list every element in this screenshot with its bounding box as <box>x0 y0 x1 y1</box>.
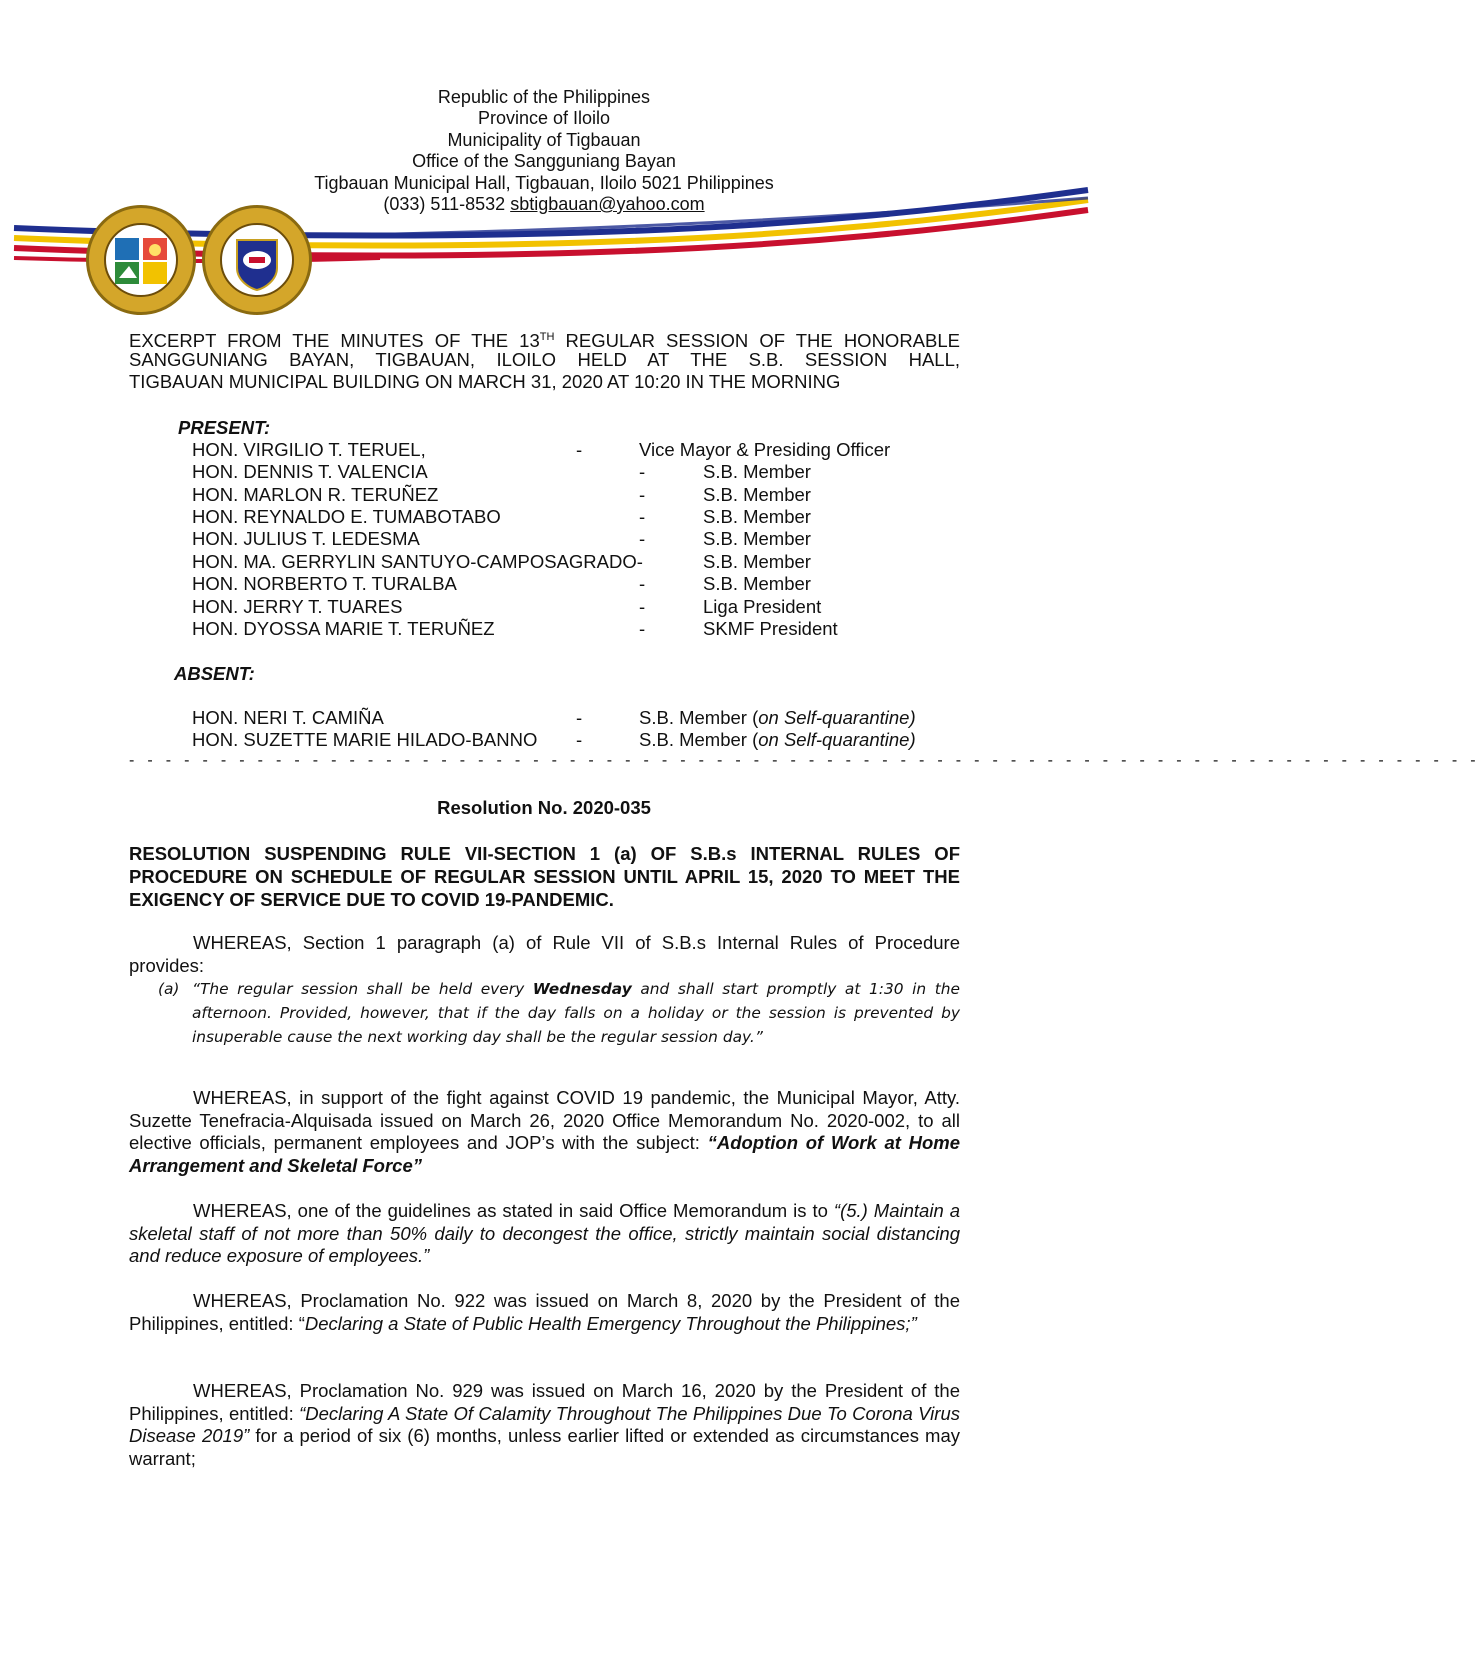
absent-member-position <box>639 729 916 752</box>
present-member-dash: - <box>639 596 646 617</box>
ribbon-red-2 <box>14 258 380 261</box>
whereas-paragraph-4-title: Declaring a State of Public Health Emergency Throughout the Philippines;” <box>304 1312 917 1334</box>
municipality-seal-logo <box>86 205 196 315</box>
present-member-position: S.B. Member <box>703 528 811 549</box>
sangguniang-bayan-seal-logo <box>202 205 312 315</box>
dashed-separator: - - - - - - - - - - - - - - - - - - - - - - - - - - - - - - - - - - - - - - - - - - - - - - - - - - - - - - - - - - - - - - - - - - - - - - - - - - <box>129 752 1480 769</box>
whereas-paragraph-2-text: WHEREAS, in support of the fight against COVID 19 pandemic, the Municipal Mayor, Atty. Suzette Tenefracia-Alquisada issued on March 26, 2020 Office Memorandum No. 2020-002, to all elective officials, permanent employees and JOP’s with the subject: <box>129 1087 960 1153</box>
letterhead-line-municipality: Municipality of Tigbauan <box>447 130 641 150</box>
whereas-paragraph-3 <box>129 1200 960 1268</box>
present-member-position: S.B. Member <box>703 551 811 572</box>
present-member-dash: - <box>639 618 646 639</box>
present-member-position: S.B. Member <box>703 484 811 505</box>
whereas-paragraph-5 <box>129 1380 960 1470</box>
quoted-rule-text-rest: and shall start promptly at 1:30 in the afternoon. Provided, however, that if the day falls on a holiday or the session is prevented by insuperable cause the next working day shall be the regular session day.” <box>192 980 960 1046</box>
absent-member-note: on Self-quarantine) <box>758 729 916 750</box>
excerpt-line-1-text: EXCERPT FROM THE MINUTES OF THE 13 <box>129 330 540 352</box>
whereas-paragraph-3-text: WHEREAS, one of the guidelines as stated in said Office Memorandum is to <box>193 1200 834 1221</box>
whereas-paragraph-2-subject: “Adoption of Work at Home Arrangement and Skeletal Force” <box>129 1132 960 1176</box>
whereas-paragraph-1 <box>129 932 960 977</box>
present-member-position: S.B. Member <box>703 573 811 594</box>
excerpt-line-2: SANGGUNIANG BAYAN, TIGBAUAN, ILOILO HELD AT THE S.B. SESSION HALL, <box>129 349 960 370</box>
present-member-name: HON. REYNALDO E. TUMABOTABO <box>192 506 501 527</box>
present-member-position: S.B. Member <box>703 461 811 482</box>
present-member-name: HON. NORBERTO T. TURALBA <box>192 573 457 594</box>
letterhead-line-country: Republic of the Philippines <box>437 87 651 107</box>
present-member-dash: - <box>639 506 646 527</box>
letterhead-contact <box>0 193 1088 215</box>
whereas-paragraph-3-guideline: “(5.) Maintain a skeletal staff of not more than 50% daily to decongest the office, strictly maintain social distancing and reduce exposure of employees.” <box>129 1200 961 1266</box>
present-member-dash: - <box>639 461 646 482</box>
present-member-position: SKMF President <box>703 618 838 639</box>
municipality-seal-art <box>89 208 193 312</box>
absent-member-name: HON. SUZETTE MARIE HILADO-BANNO <box>192 729 538 750</box>
absent-member-dash: - <box>576 707 583 728</box>
whereas-paragraph-2 <box>129 1087 960 1177</box>
resolution-title: RESOLUTION SUSPENDING RULE VII-SECTION 1 (a) OF S.B.s INTERNAL RULES OF PROCEDURE ON SCHEDULE OF REGULAR SESSION UNTIL APRIL 15, 2020 TO MEET THE EXIGENCY OF SERVICE DUE TO COVID 19-PANDEMIC. <box>129 843 960 910</box>
present-member-name: HON. DENNIS T. VALENCIA <box>192 461 428 482</box>
present-member-name: HON. DYOSSA MARIE T. TERUÑEZ <box>192 618 495 639</box>
absent-member-name: HON. NERI T. CAMIÑA <box>192 707 384 728</box>
letterhead-line-office: Office of the Sangguniang Bayan <box>412 151 676 171</box>
quoted-rule-label: (a) <box>158 980 180 998</box>
letterhead-email-link[interactable]: sbtigbauan@yahoo.com <box>510 194 705 214</box>
resolution-number: Resolution No. 2020-035 <box>437 797 651 818</box>
present-member-dash: - <box>639 573 646 594</box>
sangguniang-bayan-seal-art <box>205 208 309 312</box>
absent-member-role: S.B. Member ( <box>639 729 759 750</box>
excerpt-line-1-rest: REGULAR SESSION OF THE HONORABLE <box>554 330 960 352</box>
quoted-rule <box>158 977 960 1049</box>
present-member-dash: - <box>576 439 583 460</box>
letterhead-line-address: Tigbauan Municipal Hall, Tigbauan, Iloilo 5021 Philippines <box>314 173 774 193</box>
excerpt-ordinal-suffix: TH <box>539 331 555 343</box>
whereas-paragraph-5-title: “Declaring A State Of Calamity Throughout The Philippines Due To Corona Virus Disease 2019” <box>129 1402 960 1446</box>
present-member-position: S.B. Member <box>703 506 811 527</box>
present-member-name: HON. JULIUS T. LEDESMA <box>192 528 420 549</box>
quoted-rule-text: “The regular session shall be held every <box>192 980 533 998</box>
present-member-position: Liga President <box>703 596 822 617</box>
absent-member-note: on Self-quarantine) <box>758 707 916 728</box>
absent-member-position <box>639 707 916 730</box>
present-heading: PRESENT: <box>178 417 271 438</box>
present-member-position: Vice Mayor & Presiding Officer <box>639 439 891 460</box>
present-member-name: HON. MA. GERRYLIN SANTUYO-CAMPOSAGRADO- <box>192 551 643 572</box>
present-member-name: HON. MARLON R. TERUÑEZ <box>192 484 439 505</box>
present-member-dash: - <box>639 484 646 505</box>
whereas-paragraph-4 <box>129 1290 960 1335</box>
present-member-dash: - <box>639 528 646 549</box>
whereas-paragraph-5-text: WHEREAS, Proclamation No. 929 was issued on March 16, 2020 by the President of the Philippines, entitled: <box>129 1380 960 1424</box>
present-member-name: HON. VIRGILIO T. TERUEL, <box>192 439 426 460</box>
quoted-rule-body <box>192 977 960 1049</box>
present-member-name: HON. JERRY T. TUARES <box>192 596 403 617</box>
absent-member-dash: - <box>576 729 583 750</box>
whereas-paragraph-1-text: WHEREAS, Section 1 paragraph (a) of Rule VII of S.B.s Internal Rules of Procedure provides: <box>129 932 960 976</box>
quoted-rule-day: Wednesday <box>532 980 632 998</box>
whereas-paragraph-4-text: WHEREAS, Proclamation No. 922 was issued on March 8, 2020 by the President of the Philippines, entitled: “ <box>129 1290 960 1334</box>
absent-heading: ABSENT: <box>174 663 255 684</box>
letterhead-phone: (033) 511-8532 <box>383 194 506 214</box>
whereas-paragraph-5-text-rest: for a period of six (6) months, unless earlier lifted or extended as circumstances may warrant; <box>129 1425 961 1469</box>
letterhead-line-province: Province of Iloilo <box>477 108 611 128</box>
excerpt-line-3: TIGBAUAN MUNICIPAL BUILDING ON MARCH 31, 2020 AT 10:20 IN THE MORNING <box>129 371 841 392</box>
absent-member-role: S.B. Member ( <box>639 707 759 728</box>
